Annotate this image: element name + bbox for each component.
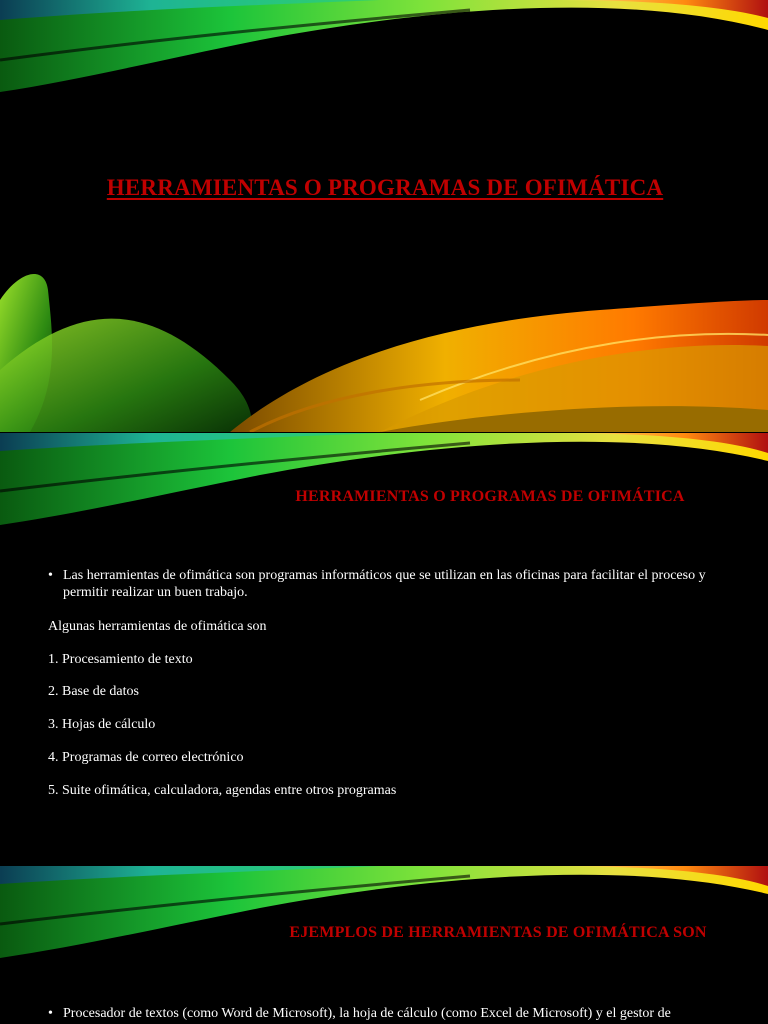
slide-3-title: EJEMPLOS DE HERRAMIENTAS DE OFIMÁTICA SON bbox=[289, 924, 707, 941]
list-item: 1. Procesamiento de texto bbox=[48, 652, 193, 667]
slide-1-title: HERRAMIENTAS O PROGRAMAS DE OFIMÁTICA bbox=[106, 175, 664, 200]
list-item: 5. Suite ofimática, calculadora, agendas entre otros programas bbox=[48, 783, 397, 798]
list-item: 3. Hojas de cálculo bbox=[48, 717, 156, 732]
swoosh-decoration-bottom bbox=[0, 0, 768, 432]
swoosh-decoration-top bbox=[0, 866, 768, 1024]
list-item: 4. Programas de correo electrónico bbox=[48, 750, 244, 765]
slide-2-title: HERRAMIENTAS O PROGRAMAS DE OFIMÁTICA bbox=[295, 488, 685, 505]
slide-1 bbox=[0, 0, 768, 432]
slide-2-bullet bbox=[48, 567, 720, 601]
bullet-dot: • bbox=[48, 568, 53, 583]
slide-3-bullet bbox=[48, 1005, 720, 1022]
slide-3 bbox=[0, 866, 768, 1024]
list-item: 2. Base de datos bbox=[48, 684, 139, 699]
bullet-text: Las herramientas de ofimática son programas informáticos que se utilizan en las oficinas para facilitar el proceso y permitir realizar un buen trabajo. bbox=[63, 568, 706, 600]
slide-2 bbox=[0, 433, 768, 865]
slide-2-intro: Algunas herramientas de ofimática son bbox=[48, 619, 267, 634]
bullet-dot: • bbox=[48, 1006, 53, 1021]
bullet-text: Procesador de textos (como Word de Microsoft), la hoja de cálculo (como Excel de Microsoft) y el gestor de bbox=[63, 1006, 671, 1021]
